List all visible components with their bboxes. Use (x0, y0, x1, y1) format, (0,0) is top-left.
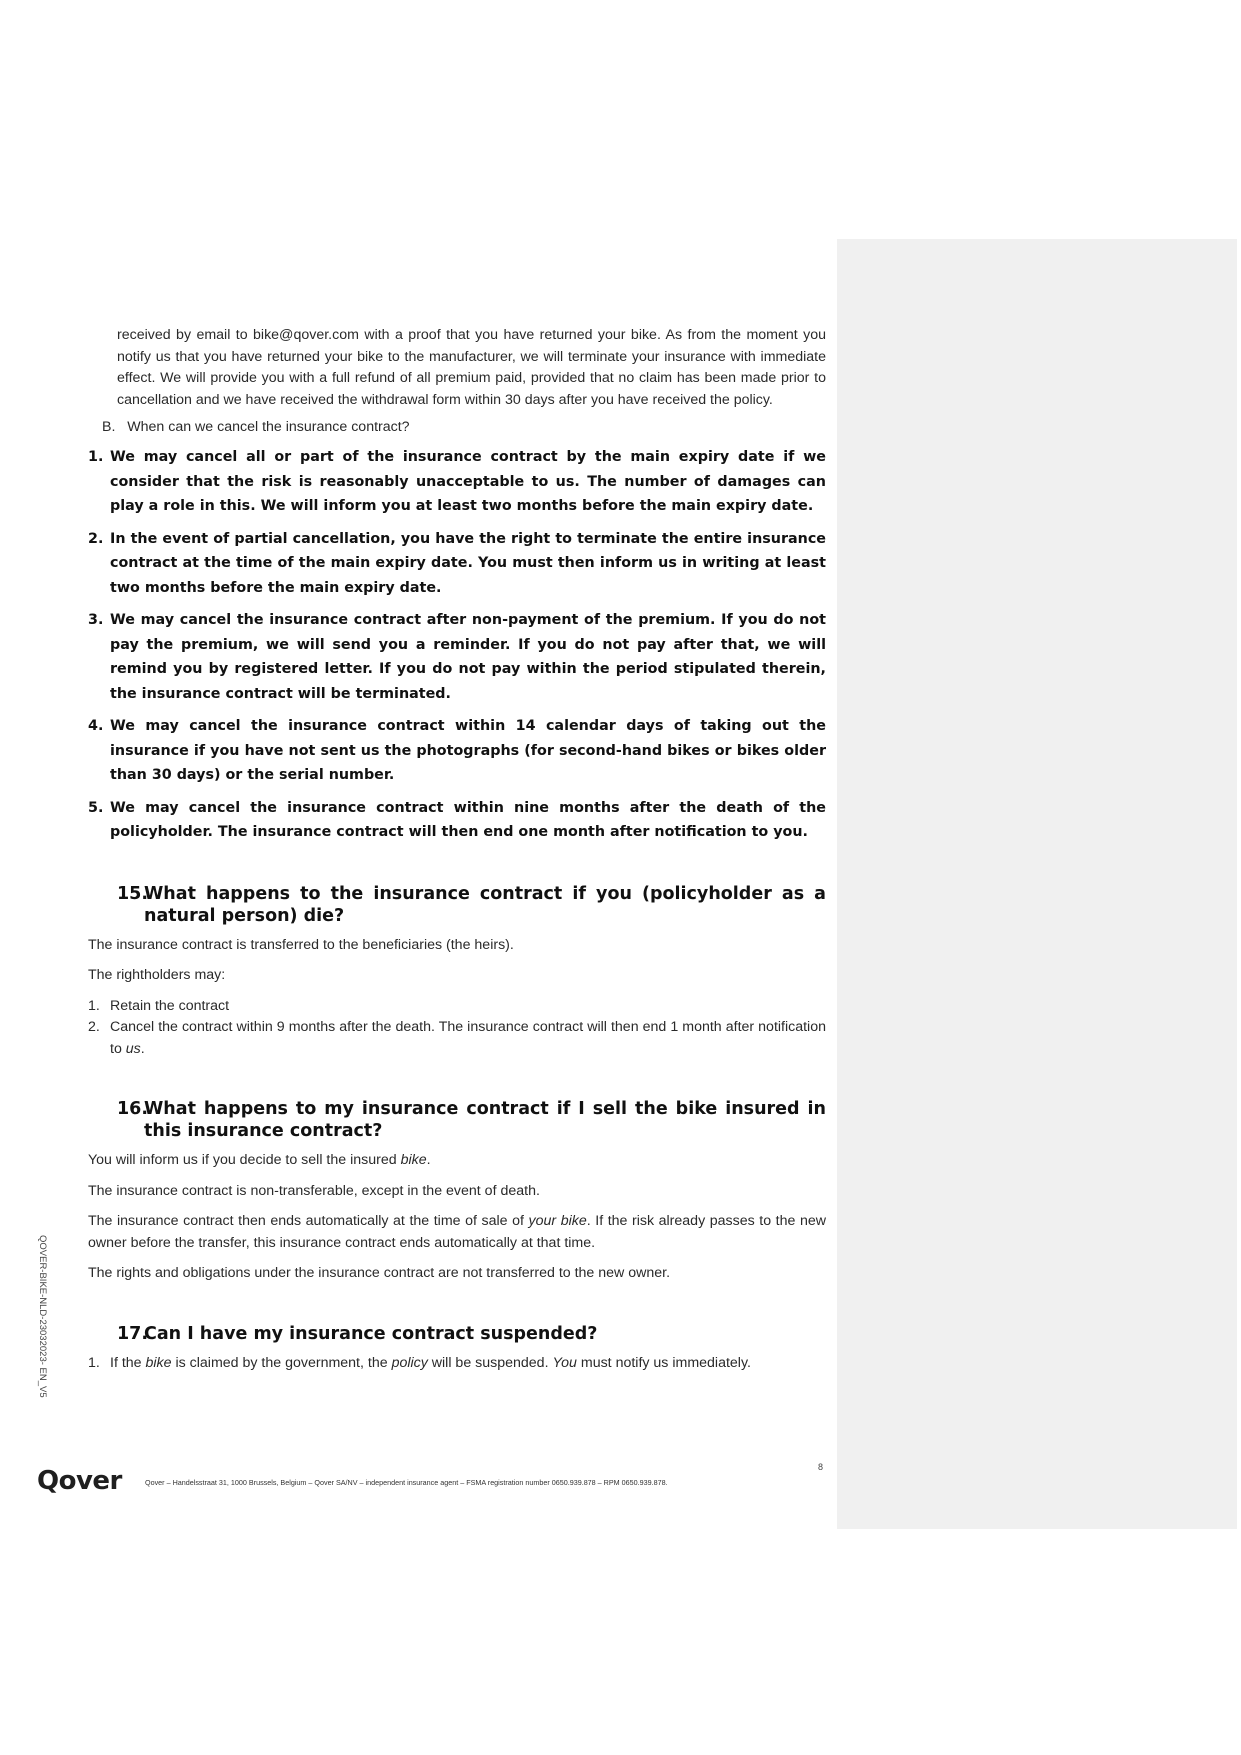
list-item (88, 796, 826, 845)
list-item (88, 1353, 826, 1375)
qover-logo: Qover (37, 1466, 122, 1496)
list-item-emphasis: us (125, 1040, 141, 1057)
list-item-number: 4. (88, 718, 104, 734)
intro-paragraph: received by email to bike@qover.com with a proof that you have returned your bike. As from the moment you notify us that you have returned your bike to the manufacturer, we will terminate your insurance with immediate effect. We will provide you with a full refund of all premium paid, provided that no claim has been made prior to cancellation and we have received the withdrawal form within 30 days after you have received the policy. (117, 327, 826, 408)
text-part: The insurance contract then ends automatically at the time of sale of (88, 1213, 529, 1229)
section-16-paragraph (88, 1211, 826, 1254)
list-item (88, 445, 826, 519)
list-item-number: 1. (88, 449, 104, 465)
section-title: What happens to the insurance contract if you (policyholder as a natural person) die? (144, 883, 826, 926)
comment-pane (837, 239, 1237, 1529)
section-number: 16. (117, 1099, 149, 1119)
section-16-paragraph: The rights and obligations under the insurance contract are not transferred to the new owner. (88, 1265, 671, 1281)
section-16-paragraph: The insurance contract is non-transferable, except in the event of death. (88, 1182, 540, 1199)
section-15-paragraph: The rightholders may: (88, 967, 226, 983)
text-part: will be suspended. (427, 1354, 553, 1371)
rightholders-list (88, 996, 826, 1061)
section-16-heading (117, 1098, 826, 1142)
section-number: 15. (117, 883, 149, 904)
list-item (88, 714, 826, 788)
list-item-text: Retain the contract (110, 997, 230, 1014)
list-item (88, 1017, 826, 1060)
text-part: . (426, 1152, 431, 1168)
document-code: QOVER-BIKE-NLD-23032023- EN_V5 (37, 1235, 48, 1398)
footer-text: Qover – Handelsstraat 31, 1000 Brussels, Belgium – Qover SA/NV – independent insurance agent – FSMA registration number 0650.939.878 – RPM 0650.939.878. (145, 1478, 668, 1487)
section-17-heading (117, 1323, 826, 1345)
list-item-number: 2. (88, 530, 104, 547)
list-item-text: We may cancel the insurance contract within nine months after the death of the policyholder. The insurance contract will then end one month after notification to you. (110, 799, 826, 840)
text-emphasis: bike (400, 1152, 427, 1168)
page-number: 8 (818, 1462, 824, 1472)
text-part: If the (110, 1354, 146, 1371)
list-item-text: In the event of partial cancellation, you have the right to terminate the entire insurance contract at the time of the main expiry date. You must then inform us in writing at least two months before the main expiry date. (110, 530, 826, 596)
list-item-text: We may cancel the insurance contract within 14 calendar days of taking out the insurance if you have not sent us the photographs (for second-hand bikes or bikes older than 30 days) or the serial number. (110, 718, 826, 783)
list-item-text: We may cancel the insurance contract after non-payment of the premium. If you do not pay the premium, we will send you a reminder. If you do not pay after that, we will remind you by registered letter. If you do not pay within the period stipulated therein, the insurance contract will be terminated. (110, 612, 826, 702)
text-emphasis: your bike (528, 1213, 587, 1229)
list-item-number: 1. (88, 1354, 100, 1371)
list-item (88, 527, 826, 601)
section-15-heading (117, 883, 826, 927)
list-item-text-part: Cancel the contract within 9 months after the death. The insurance contract will then end 1 month after notification to (110, 1019, 826, 1057)
text-emphasis: bike (145, 1354, 172, 1371)
text-part: is claimed by the government, the (171, 1354, 392, 1371)
list-item-text (110, 1017, 826, 1060)
text-part: You will inform us if you decide to sell the insured (88, 1152, 401, 1168)
suspension-list (88, 1353, 826, 1375)
list-item-number: 5. (88, 799, 104, 816)
text-part: must notify us immediately. (576, 1354, 751, 1371)
document-body (88, 325, 826, 1374)
list-item-text: We may cancel all or part of the insurance contract by the main expiry date if we consider that the risk is reasonably unacceptable to us. The number of damages can play a role in this. We will inform you at least two months before the main expiry date. (110, 449, 826, 514)
list-item (88, 608, 826, 706)
subsection-b-label: B. (102, 419, 116, 435)
list-item-number: 3. (88, 612, 104, 628)
list-item-text-part: . (140, 1040, 145, 1057)
section-number: 17. (117, 1323, 149, 1344)
subsection-b-heading (102, 419, 826, 435)
list-item-text (110, 1353, 826, 1375)
subsection-b-text: When can we cancel the insurance contract? (127, 419, 410, 435)
list-item (88, 996, 826, 1018)
text-part: . If the risk already passes to the new owner before the transfer, this insurance contract ends automatically at that time. (88, 1213, 826, 1251)
section-15-paragraph: The insurance contract is transferred to the beneficiaries (the heirs). (88, 936, 514, 953)
text-emphasis: You (552, 1354, 577, 1371)
cancellation-list (88, 445, 826, 845)
section-title: Can I have my insurance contract suspended? (144, 1323, 598, 1344)
section-title: What happens to my insurance contract if I sell the bike insured in this insurance contract? (144, 1099, 826, 1141)
text-emphasis: policy (391, 1354, 428, 1371)
section-16-paragraph (88, 1150, 826, 1172)
list-item-number: 2. (88, 1019, 100, 1035)
list-item-number: 1. (88, 997, 100, 1014)
